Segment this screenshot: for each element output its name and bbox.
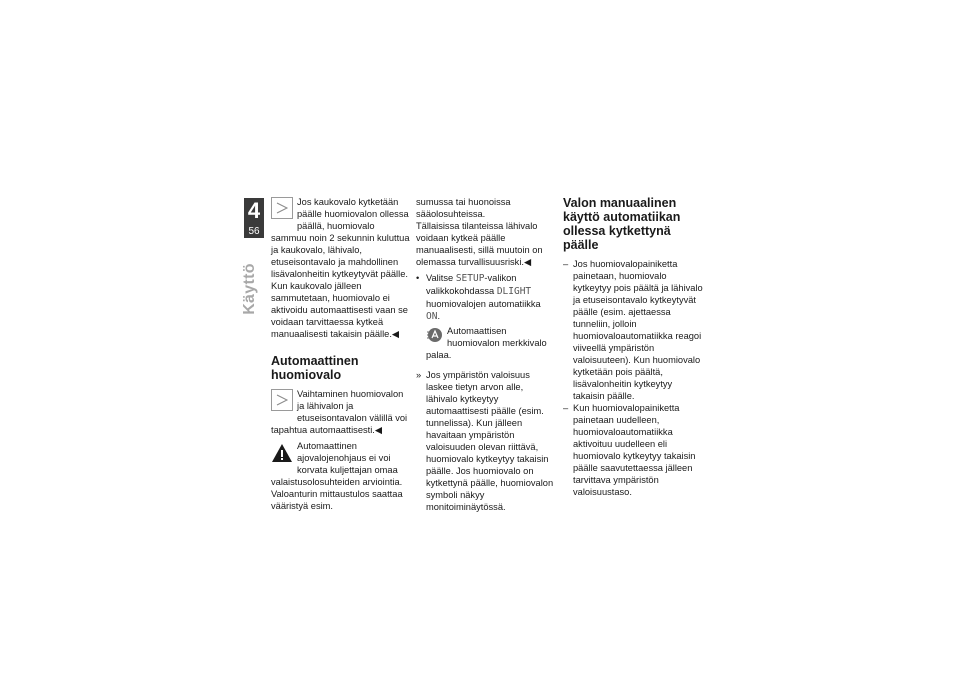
menu-item: DLIGHT [496, 286, 532, 297]
column-2 [416, 196, 556, 513]
info-triangle-icon [271, 389, 293, 411]
paragraph: Kun kaukovalo jälleen sammutetaan, huomiovalo ei aktivoidu automaattisesti vaan se voidaan tarvittaessa kytkeä manuaalisesti takaisin päälle.◀ [271, 281, 408, 339]
column-3 [563, 196, 703, 498]
menu-value: ON [426, 311, 438, 322]
step-marker: » [416, 370, 422, 380]
paragraph: Tällaisissa tilanteissa lähivalo voidaan kytkeä päälle manuaalisesti, sillä muutoin on olemassa turvallisuusriski.◀ [416, 221, 543, 267]
page-number: 56 [248, 226, 260, 237]
auto-light-indicator-icon [426, 326, 443, 343]
list-item: • Valitse SETUP-valikon valikkokohdassa DLIGHT huomiovalojen automatiikka ON. [416, 273, 541, 322]
paragraph: sumussa tai huonoissa sääolosuhteissa. [416, 197, 511, 219]
result-note: Automaattisen huomiovalon merkkivalo palaa. [426, 326, 547, 360]
warning-paragraph: Automaattinen ajovalojenohjaus ei voi korvata kuljettajan omaa valaistusolosuhteiden arviointia. Valoanturin mittaustulos saattaa vääristyä esim. [271, 441, 403, 511]
list-item: » Jos ympäristön valoisuus laskee tietyn arvon alle, lähivalo kytkeytyy automaattisesti päälle (esim. tunnelissa). Kun jälleen havaitaan ympäristön valoisuuden olevan riittävä, huomiovalo kytkeytyy takaisin päälle. Jos huomiovalo on kytkettynä päälle, huomiovalon symboli näkyy monitoiminäytössä. [416, 370, 554, 512]
list-item: – Kun huomiovalopainiketta painetaan uudelleen, huomiovaloautomatiikka aktivoituu uudelleen eli huomiovalo kytkeytyy takaisin päälle saavutettaessa jälleen tarvittava ympäristön valoisuustaso. [563, 403, 696, 497]
section-heading: Valon manuaalinen käyttö automatiikan ollessa kytkettynä päälle [563, 196, 681, 252]
paragraph: Jos kaukovalo kytketään päälle huomiovalon ollessa päällä, huomiovalo sammuu noin 2 sekunnin kuluttua ja kaukovalo, lähivalo, etuseisontavalo ja mahdollinen lisävalonheitin kytkeytyvät päälle. [271, 197, 410, 279]
info-triangle-icon [271, 197, 293, 219]
section-tab [236, 255, 264, 323]
column-1 [271, 196, 411, 512]
section-label: Käyttö [241, 263, 258, 315]
chapter-number: 4 [247, 198, 261, 223]
list-item: – Jos huomiovalopainiketta painetaan, huomiovalo kytkeytyy pois päältä ja lähivalo ja etuseisontavalo kytkeytyvät päälle (esim. ajettaessa tunneliin, jolloin huomiovaloautomatiikka reagoi viiveellä ympäristön valoisuuteen). Kun huomiovalo kytketään pois päältä, lisävalonheitin kytkeytyy takaisin päälle. [563, 259, 703, 401]
paragraph: Vaihtaminen huomiovalon ja lähivalon ja etuseisontavalon välillä voi tapahtua automaattisesti.◀ [271, 389, 408, 435]
warning-icon [271, 442, 293, 464]
section-heading: Automaattinen huomiovalo [271, 354, 359, 382]
bullet-marker: • [416, 273, 420, 283]
menu-name: SETUP [455, 273, 485, 284]
dash-marker: – [563, 259, 569, 269]
dash-marker: – [563, 403, 569, 413]
